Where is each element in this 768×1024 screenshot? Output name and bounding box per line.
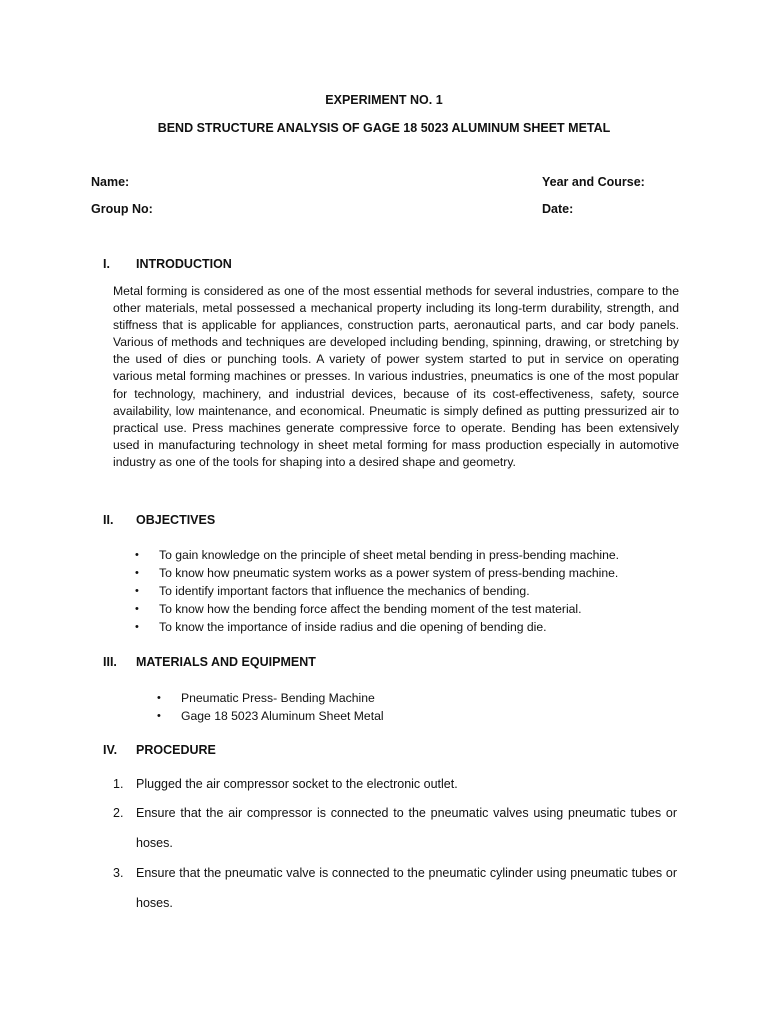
- list-item: • To identify important factors that influence the mechanics of bending.: [135, 584, 530, 598]
- year-course-label: Year and Course:: [542, 175, 645, 189]
- procedure-step-text: Plugged the air compressor socket to the electronic outlet.: [136, 777, 458, 791]
- list-item: • To know how pneumatic system works as a power system of press-bending machine.: [135, 566, 619, 580]
- bullet-icon: •: [135, 621, 139, 633]
- procedure-step-number: 1.: [113, 777, 124, 791]
- section-title-materials: MATERIALS AND EQUIPMENT: [136, 655, 316, 669]
- bullet-icon: •: [135, 567, 139, 579]
- list-item: • To gain knowledge on the principle of sheet metal bending in press-bending machine.: [135, 548, 620, 562]
- procedure-step-text: Ensure that the air compressor is connected to the pneumatic valves using pneumatic tubes or hoses.: [136, 806, 677, 850]
- section-title-introduction: INTRODUCTION: [136, 257, 232, 271]
- procedure-step-number: 3.: [113, 866, 124, 880]
- bullet-icon: •: [157, 692, 161, 704]
- date-label: Date:: [542, 202, 574, 216]
- list-item: • Gage 18 5023 Aluminum Sheet Metal: [157, 709, 384, 723]
- section-number-objectives: II.: [103, 513, 114, 527]
- section-number-materials: III.: [103, 655, 117, 669]
- section-number-introduction: I.: [103, 257, 110, 271]
- experiment-number: EXPERIMENT NO. 1: [325, 93, 443, 107]
- group-no-label: Group No:: [91, 202, 153, 216]
- materials-list: [157, 689, 384, 725]
- section-number-procedure: IV.: [103, 743, 118, 757]
- bullet-icon: •: [157, 710, 161, 722]
- introduction-paragraph: Metal forming is considered as one of the most essential methods for several industries, compare to the other materials, metal possessed a mechanical property including its long-term durability, strength, and stiffness that is applicable for appliances, construction parts, aeronautical parts, and car body panels. Various of methods and techniques are developed including bending, spinning, drawing, or stretching by the used of dies or punching tools. A variety of power system started to put in service on operating various metal forming machines or presses. In various industries, pneumatics is one of the most popular for technology, machinery, and industrial devices, because of its cost-effectiveness, safety, source availability, low maintenance, and economical. Pneumatic is simply defined as putting pressurized air to practical use. Press machines generate compressive force to operate. Bending has been extensively used in manufacturing technology in sheet metal forming for mass production especially in automotive industry as one of the tools for shaping into a desired shape and geometry.: [113, 284, 679, 469]
- name-label: Name:: [91, 175, 130, 189]
- bullet-icon: •: [135, 585, 139, 597]
- procedure-step-text: Ensure that the pneumatic valve is connected to the pneumatic cylinder using pneumatic tubes or hoses.: [136, 866, 677, 910]
- section-title-procedure: PROCEDURE: [136, 743, 216, 757]
- list-item: • To know how the bending force affect the bending moment of the test material.: [135, 602, 582, 616]
- bullet-icon: •: [135, 603, 139, 615]
- list-item: • To know the importance of inside radius and die opening of bending die.: [135, 620, 547, 634]
- list-item: • Pneumatic Press- Bending Machine: [157, 691, 375, 705]
- bullet-icon: •: [135, 549, 139, 561]
- objectives-list: [135, 546, 620, 636]
- document-title: BEND STRUCTURE ANALYSIS OF GAGE 18 5023 ALUMINUM SHEET METAL: [157, 121, 611, 135]
- procedure-step-number: 2.: [113, 806, 124, 820]
- section-title-objectives: OBJECTIVES: [136, 513, 216, 527]
